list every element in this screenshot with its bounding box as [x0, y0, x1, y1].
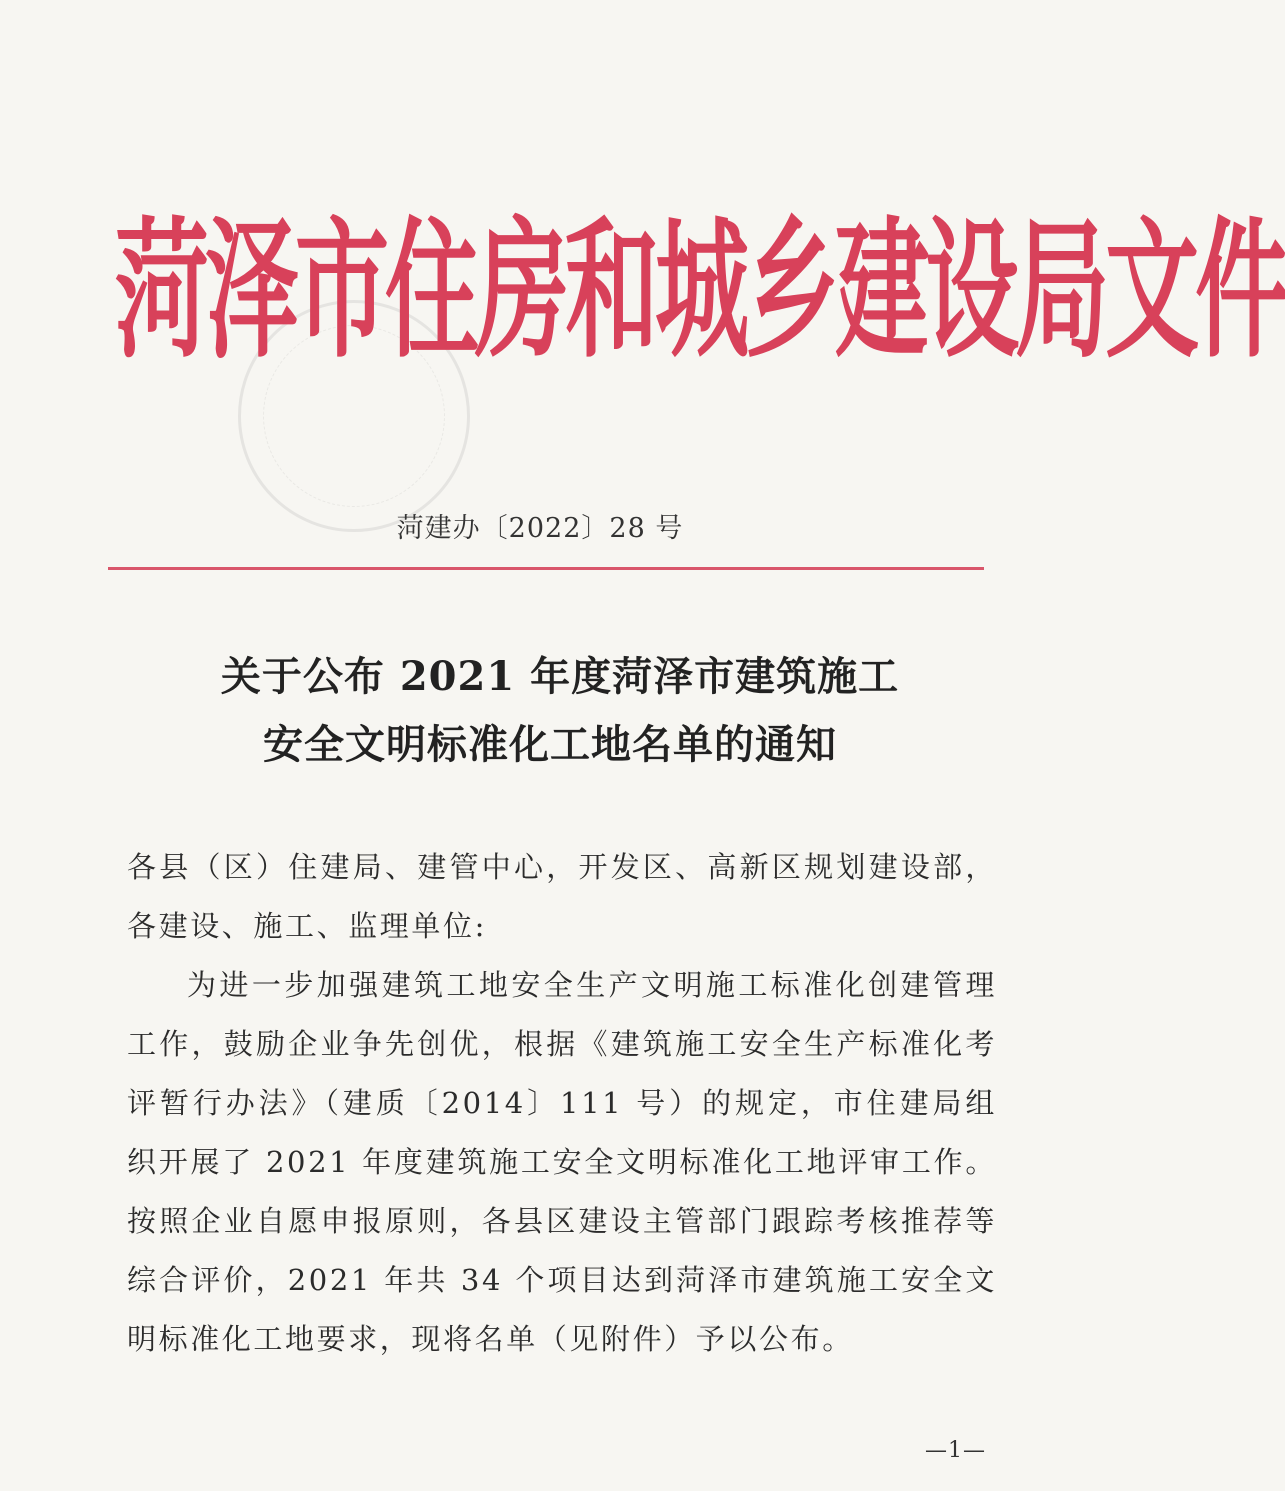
letterhead-char: 文 [1105, 204, 1196, 379]
letterhead-char: 设 [925, 204, 1016, 379]
letterhead-char: 和 [565, 204, 656, 379]
notice-title-line-1: 关于公布 2021 年度菏泽市建筑施工 [220, 653, 900, 700]
document-number: 菏建办〔2022〕28 号 [396, 513, 684, 544]
letterhead-char: 菏 [115, 204, 206, 379]
letterhead-char: 住 [385, 204, 476, 379]
letterhead-char: 城 [655, 204, 746, 379]
letterhead-char: 件 [1195, 204, 1285, 379]
salutation: 各县（区）住建局、建管中心，开发区、高新区规划建设部，各建设、施工、监理单位: [127, 850, 997, 943]
letterhead-char: 局 [1015, 204, 1106, 379]
letterhead-char: 市 [295, 204, 386, 379]
letterhead-char: 乡 [745, 204, 836, 379]
letterhead-char: 房 [475, 204, 566, 379]
letterhead-char: 建 [835, 204, 926, 379]
notice-title-line-2: 安全文明标准化工地名单的通知 [263, 721, 837, 768]
body-paragraph: 为进一步加强建筑工地安全生产文明施工标准化创建管理工作，鼓励企业争先创优，根据《建筑施工安全生产标准化考评暂行办法》（建质〔2014〕111 号）的规定，市住建局组织开展了 2021 年度建筑施工安全文明标准化工地评审工作。按照企业自愿申报原则，各县区建设主管部门跟踪考核推荐等综合评价，2021 年共 34 个项目达到菏泽市建筑施工安全文明标准化工地要求，现将名单（见附件）予以公布。 [127, 968, 997, 1356]
red-divider-line [108, 567, 984, 570]
notice-body [127, 838, 997, 1369]
letterhead-char: 泽 [205, 204, 296, 379]
letterhead-title [115, 204, 1285, 380]
page-number: —1— [925, 1438, 986, 1463]
